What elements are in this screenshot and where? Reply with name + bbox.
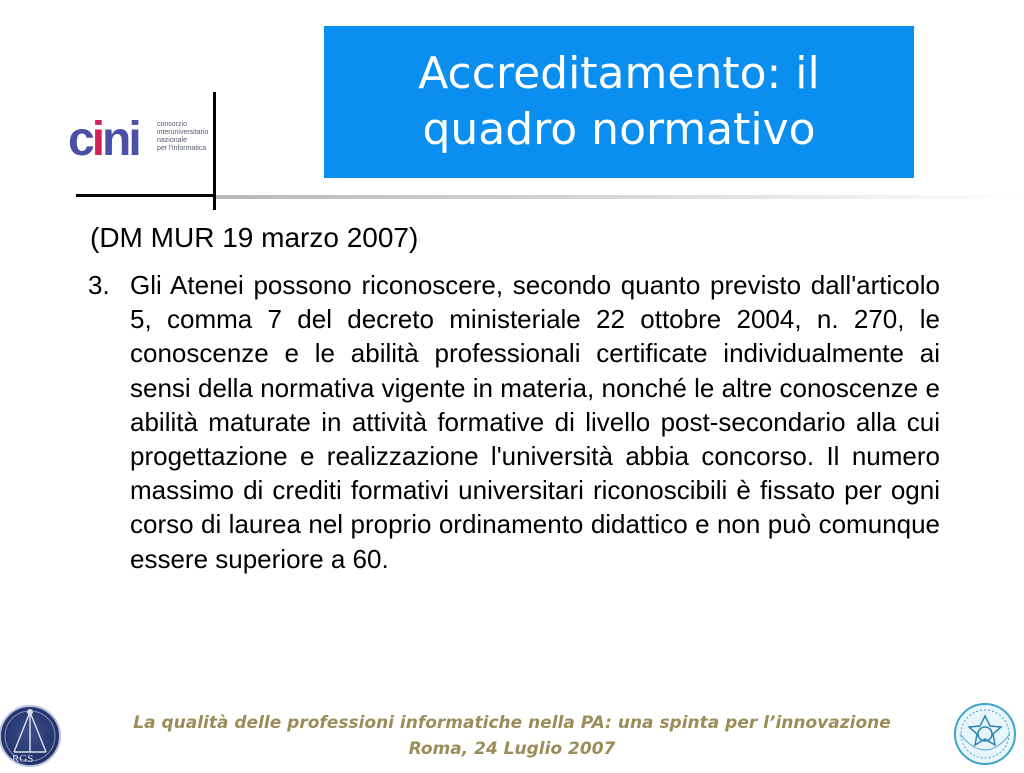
horizontal-divider-left bbox=[76, 194, 216, 197]
cini-logo-caption bbox=[157, 121, 217, 153]
rgs-seal-icon bbox=[0, 700, 64, 768]
cini-caption-line: consorzio bbox=[157, 121, 187, 128]
vertical-divider bbox=[213, 92, 216, 210]
horizontal-divider-gradient bbox=[216, 195, 1024, 199]
item-number: 3. bbox=[88, 270, 110, 300]
slide-title bbox=[388, 46, 850, 158]
numbered-paragraph bbox=[88, 268, 940, 576]
logo-letter-n: n bbox=[102, 113, 129, 166]
italian-emblem-icon bbox=[952, 696, 1018, 768]
subheading: (DM MUR 19 marzo 2007) bbox=[90, 222, 419, 253]
logo-letter-c: c bbox=[68, 113, 92, 166]
slide-title-line-1: Accreditamento: il bbox=[418, 48, 820, 99]
footer-line-2: Roma, 24 Luglio 2007 bbox=[408, 739, 616, 759]
cini-logo bbox=[62, 112, 212, 172]
rgs-seal-label: RGS bbox=[12, 753, 34, 765]
slide-title-line-2: quadro normativo bbox=[422, 104, 816, 155]
item-text: Gli Atenei possono riconoscere, secondo quanto previsto dall'articolo 5, comma 7 del decreto ministeriale 22 ottobre 2004, n. 270, le conoscenze e le abilità professionali certificate individualmente ai sensi della normativa vigente in materia, nonché le altre conoscenze e abilità maturate in attività formative di livello post-secondario alla cui progettazione e realizzazione l'università abbia concorso. Il numero massimo di crediti formativi universitari riconoscibili è fissato per ogni corso di laurea nel proprio ordinamento didattico e non può comunque essere superiore a 60. bbox=[130, 270, 940, 574]
logo-letter-i: i bbox=[91, 113, 103, 166]
cini-caption-line: interuniversitario bbox=[157, 129, 209, 136]
title-box bbox=[324, 26, 914, 178]
footer bbox=[100, 710, 924, 762]
cini-caption-line: per l'informatica bbox=[157, 145, 207, 152]
cini-logo-word bbox=[68, 114, 139, 166]
footer-line-1: La qualità delle professioni informatiche nella PA: una spinta per l’innovazione bbox=[133, 713, 891, 733]
logo-letter-i-2: i bbox=[128, 113, 139, 166]
cini-caption-line: nazionale bbox=[157, 137, 187, 144]
